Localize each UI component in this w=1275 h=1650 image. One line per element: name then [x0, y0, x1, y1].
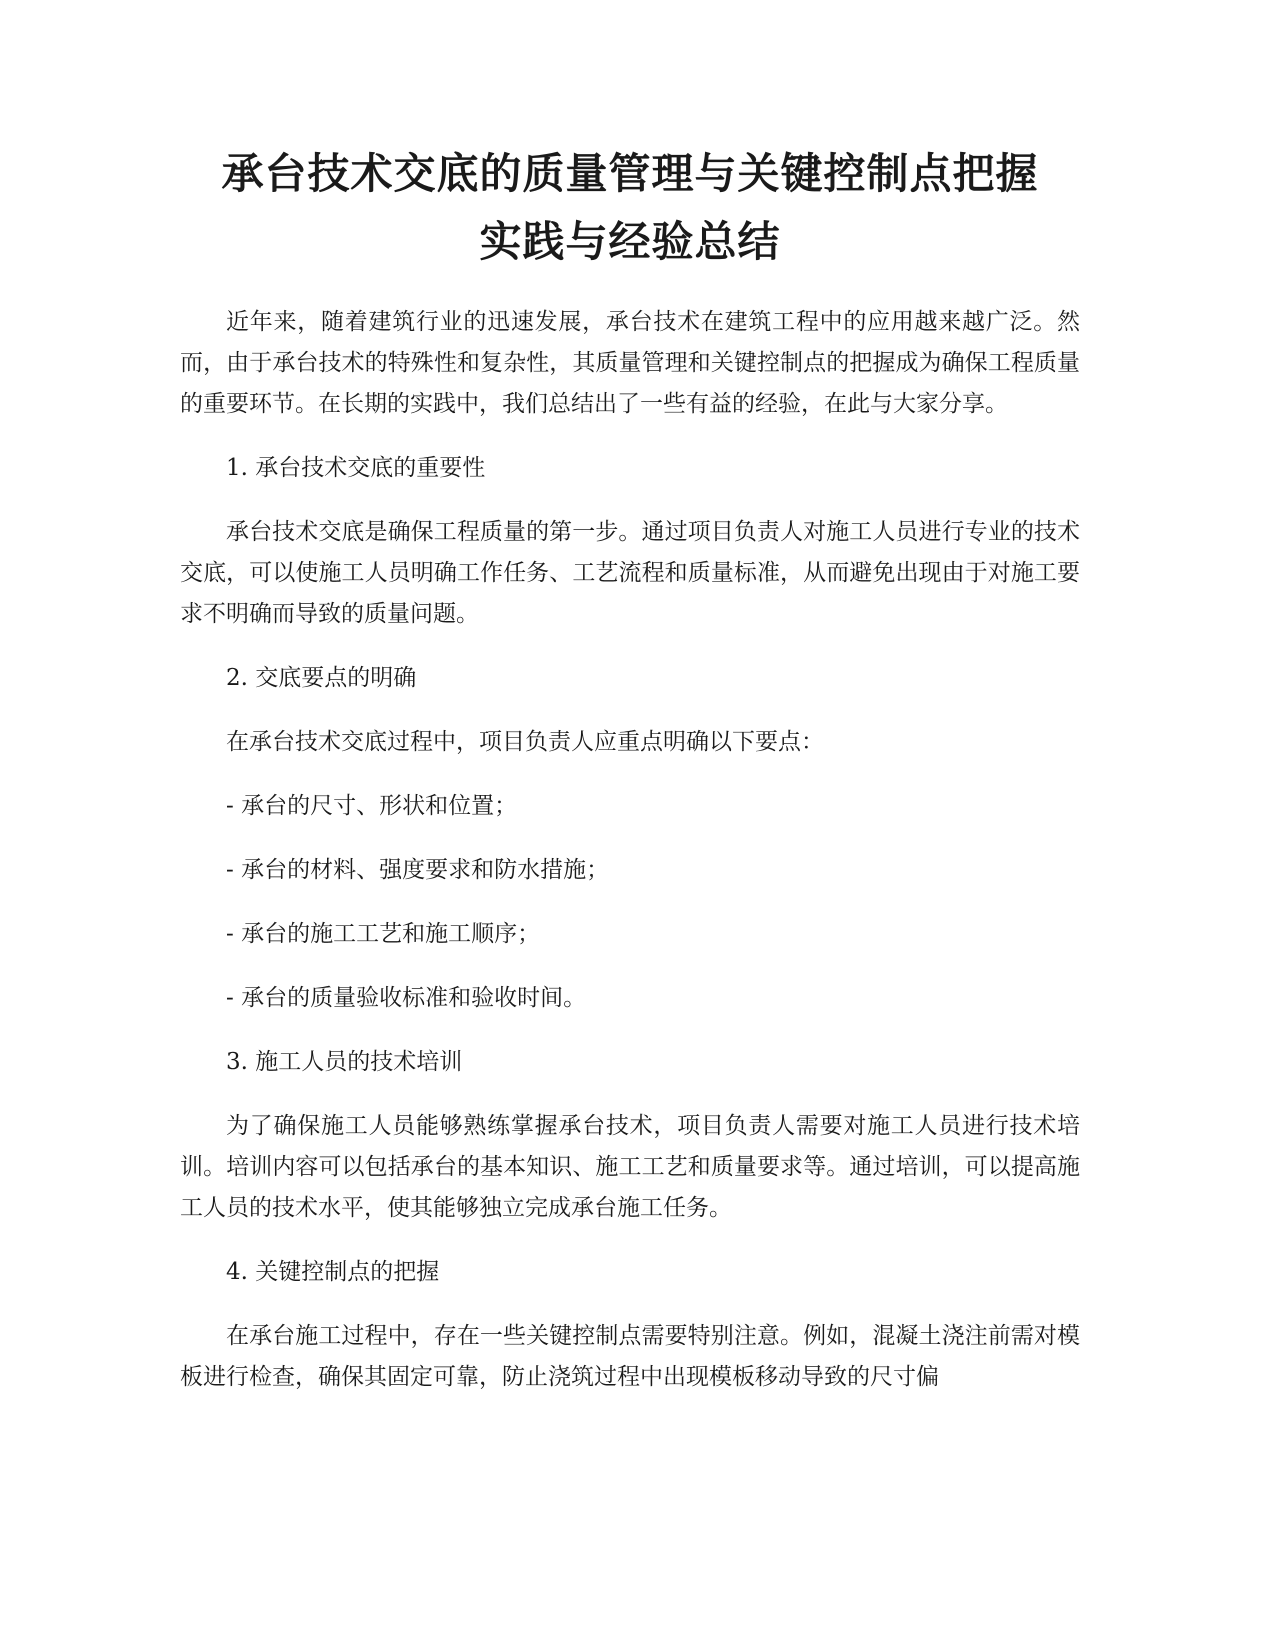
title-line-1: 承台技术交底的质量管理与关键控制点把握 — [221, 149, 1039, 198]
section-3-body: 为了确保施工人员能够熟练掌握承台技术，项目负责人需要对施工人员进行技术培训。培训内容可以包括承台的基本知识、施工工艺和质量要求等。通过培训，可以提高施工人员的技术水平，使其能够独立完成承台施工任务。 — [180, 1113, 1080, 1221]
list-item: - 承台的尺寸、形状和位置； — [226, 793, 518, 819]
section-4-heading: 4. 关键控制点的把握 — [226, 1259, 440, 1285]
intro-paragraph: 近年来，随着建筑行业的迅速发展，承台技术在建筑工程中的应用越来越广泛。然而，由于承台技术的特殊性和复杂性，其质量管理和关键控制点的把握成为确保工程质量的重要环节。在长期的实践中，我们总结出了一些有益的经验，在此与大家分享。 — [180, 309, 1080, 417]
section-2-intro: 在承台技术交底过程中，项目负责人应重点明确以下要点： — [226, 729, 824, 755]
list-item: - 承台的材料、强度要求和防水措施； — [226, 857, 610, 883]
title-line-2: 实践与经验总结 — [479, 217, 781, 266]
section-2-heading: 2. 交底要点的明确 — [226, 665, 417, 691]
section-3-heading: 3. 施工人员的技术培训 — [226, 1049, 463, 1075]
list-item: - 承台的施工工艺和施工顺序； — [226, 921, 541, 947]
list-item: - 承台的质量验收标准和验收时间。 — [226, 985, 587, 1011]
document-title — [180, 140, 1080, 276]
document-page — [180, 140, 1080, 1421]
section-1-heading: 1. 承台技术交底的重要性 — [226, 455, 486, 481]
section-4-body: 在承台施工过程中，存在一些关键控制点需要特别注意。例如，混凝土浇注前需对模板进行检查，确保其固定可靠，防止浇筑过程中出现模板移动导致的尺寸偏 — [180, 1323, 1080, 1390]
section-1-body: 承台技术交底是确保工程质量的第一步。通过项目负责人对施工人员进行专业的技术交底，可以使施工人员明确工作任务、工艺流程和质量标准，从而避免出现由于对施工要求不明确而导致的质量问题。 — [180, 519, 1080, 627]
